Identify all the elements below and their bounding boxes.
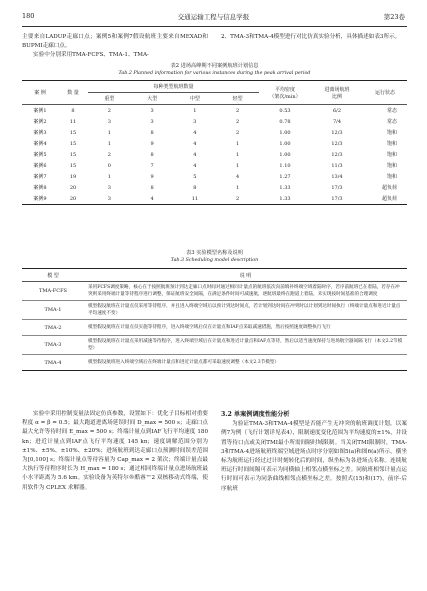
t2-cell-ratio: 17/3 <box>331 195 343 202</box>
t2-header-avg <box>259 81 311 105</box>
t2-cell-count: 15 <box>69 151 77 158</box>
t2-cell-avg: 1.00 <box>279 129 291 136</box>
t2-cell-medium: 4 <box>193 129 197 136</box>
t3-row <box>22 301 407 320</box>
intro-left-column <box>22 33 208 61</box>
t2-cell-heavy: 0 <box>107 162 111 169</box>
t2-header-ratio-sub: 比例 <box>331 93 342 100</box>
t2-row <box>22 127 407 138</box>
t2-cell-status: 饱和 <box>386 141 397 147</box>
t2-cell-status: 超负荷 <box>381 185 397 191</box>
t2-cell-heavy: 3 <box>107 184 111 191</box>
t2-cell-large: 3 <box>150 107 154 114</box>
t2-cell-avg: 0.53 <box>279 107 291 114</box>
t3-cell-model: TMA-2 <box>22 320 84 336</box>
t3-cell-desc: 模型假设航班进入终端空域后在终端计量点和进近计量点都可采取速度调整（本文2.3节模型） <box>84 355 407 371</box>
volume-label: 第23卷 <box>383 13 405 21</box>
t2-cell-count: 19 <box>69 173 77 180</box>
t2-cell-medium: 3 <box>193 118 197 125</box>
t2-cell-count: 8 <box>71 107 75 114</box>
t2-cell-count: 15 <box>69 129 77 136</box>
t2-cell-ratio: 17/3 <box>331 184 343 191</box>
t3-cell-desc: 模型假设航班在计量点仅采用等待程序，并且进入终端空域后以预计到达时间点，若计划到达时间在冲突时以计划到达时间执行（终端计量点和进近计量点平均速度不变） <box>84 301 407 320</box>
t2-cell-large: 8 <box>150 184 154 191</box>
t2-cell-case: 案例2 <box>33 119 47 125</box>
t2-cell-case: 案例4 <box>33 141 47 147</box>
table2-caption <box>22 63 407 77</box>
table2 <box>22 80 407 205</box>
t2-cell-light: 1 <box>236 140 240 147</box>
t2-cell-avg: 1.00 <box>279 151 291 158</box>
t2-cell-light: 1 <box>236 151 240 158</box>
t2-cell-case: 案例6 <box>33 163 47 169</box>
t2-cell-count: 20 <box>69 184 77 191</box>
t2-cell-light: 2 <box>236 129 240 136</box>
t3-cell-model: TMA-1 <box>22 301 84 320</box>
t2-header-avg-unit: （架次/min） <box>269 93 301 100</box>
t2-cell-status: 饱和 <box>386 163 397 169</box>
t2-cell-light: 1 <box>236 162 240 169</box>
t2-row <box>22 116 407 127</box>
t2-cell-heavy: 1 <box>107 140 111 147</box>
t3-row <box>22 355 407 371</box>
t2-cell-status: 常态 <box>386 108 397 114</box>
t2-row <box>22 182 407 193</box>
table3-body <box>22 282 407 371</box>
t2-row <box>22 105 407 117</box>
table3-caption-en: Tab.3 Scheduling model description <box>170 258 259 263</box>
t2-cell-avg: 1.10 <box>279 162 291 169</box>
t2-cell-light: 2 <box>236 107 240 114</box>
t2-cell-avg: 1.00 <box>279 140 291 147</box>
t2-cell-light: 2 <box>236 118 240 125</box>
t2-cell-case: 案例3 <box>33 130 47 136</box>
t3-cell-desc: 模型假设航班在计量点采用减速等待程序，进入终端空域后在计量点和进近计量点和IAF点等待，然后以适当速度保持与进场航空器间隔飞行（本文2.2节模型） <box>84 336 407 355</box>
body-left-paragraph-1: 实验中采用控制变量法固定仿真参数，设置如下：优化子目标相对重要程度 α = β = 0.5；最大跑道进离场延误时间 D_max = 500 s；走廊口点最大允许等待时间 E_max = 500 s；终端计量点到IAF飞行平均速度 180 kn；进近计量点到IAF点飞行平均速度 145 kn；速度调解范围分别为±1%、±5%、±10%、±20%；进场航班到达走廊口点预测时间误差范围为[0,100] s；终端计量点等待容量为 Cap_max = 2 架次；终端计量点最大执行等待程序时长为 H_max = 180 s；通过相同终端计量点进场航班最小水平距离为 5.6 km。实验设备为英特尔®酷睿™2 双核移动式终端，使用软件为 CPLEX 求解器。 <box>22 411 208 491</box>
t2-cell-light: 1 <box>236 184 240 191</box>
t2-cell-heavy: 3 <box>107 118 111 125</box>
t3-cell-desc: 模型假设航班在计量点仅实施等待程序，进入终端空域后仅在计量点和IAF点采取减速措施，然后按照速度调整执行飞行 <box>84 320 407 336</box>
t2-cell-heavy: 1 <box>107 129 111 136</box>
t2-cell-medium: 4 <box>193 140 197 147</box>
t2-cell-avg: 1.33 <box>279 195 291 202</box>
table2-body <box>22 105 407 205</box>
body-right-column <box>221 410 407 494</box>
t2-cell-ratio: 11/3 <box>331 162 343 169</box>
t2-cell-large: 9 <box>150 140 154 147</box>
t3-row <box>22 336 407 355</box>
t2-cell-medium: 4 <box>193 151 197 158</box>
body-right-paragraph-1: 为验证TMA-3和TMA-4模型是否能产生无冲突的航班调度计划，以案例7为例（飞行计划详见表4），限制速度变化范围为平均速度的±1%，并设置等待口点或关闭TMI最小所需间隔时域限制。当关闭TMI限制时，TMA-3和TMA-4进场航班终端空域进场点时序分别如图5(a)和图6(a)所示，横坐标为航班运行经过过计时刻转化后的时间，纵坐标为各进场点名称。连续航班运行时间间隔可表示为同横轴上相邻点横坐标之差。同航班相邻计量点运行时间可表示为同条曲线相邻点横坐标之差。按照式(15)和(17)，前序-后序航班 <box>221 421 407 492</box>
t2-row <box>22 160 407 171</box>
t2-cell-ratio: 7/4 <box>332 118 342 125</box>
intro-left-paragraph-2: 实验中分别采用TMA-FCFS、TMA-1、TMA- <box>33 52 149 59</box>
t2-header-light: 轻型 <box>216 93 259 105</box>
t3-row <box>22 282 407 301</box>
t2-header-case: 案 例 <box>22 81 58 105</box>
section-heading-3-2: 3.2 单案例调度性能分析 <box>221 411 290 418</box>
t2-row <box>22 149 407 160</box>
t2-cell-light: 4 <box>236 173 240 180</box>
t3-cell-model: TMA-FCFS <box>22 282 84 301</box>
t2-cell-case: 案例8 <box>33 185 47 191</box>
t2-cell-heavy: 2 <box>107 107 111 114</box>
t2-header-large: 大型 <box>131 93 174 105</box>
t2-cell-status: 饱和 <box>386 174 397 180</box>
table3 <box>22 268 407 371</box>
t2-cell-large: 9 <box>150 173 154 180</box>
t2-cell-heavy: 1 <box>107 173 111 180</box>
t2-cell-status: 饱和 <box>386 152 397 158</box>
t2-header-avg-label: 平均密度 <box>274 86 295 93</box>
t2-header-ratio <box>311 81 363 105</box>
header-rule <box>22 26 407 27</box>
t2-cell-ratio: 12/3 <box>331 129 343 136</box>
t2-cell-avg: 1.33 <box>279 184 291 191</box>
t2-header-count: 数 量 <box>58 81 88 105</box>
t3-cell-model: TMA-3 <box>22 336 84 355</box>
t2-cell-medium: 8 <box>193 184 197 191</box>
t2-cell-medium: 5 <box>193 173 197 180</box>
t2-cell-ratio: 12/3 <box>331 140 343 147</box>
journal-title: 交通运输工程与信息学报 <box>177 13 250 21</box>
t2-cell-large: 4 <box>150 195 154 202</box>
t2-cell-large: 8 <box>150 151 154 158</box>
table3-caption <box>22 250 407 264</box>
t2-cell-ratio: 6/2 <box>332 107 342 114</box>
t2-row <box>22 171 407 182</box>
t3-header-model: 模 型 <box>22 269 84 282</box>
t3-cell-desc: 采用FCFS调度策略，核心在于按照航班预计到达走廊口点时间对通过相同计量点的航班依次向前填补终端空域着陆时序，若序前航班已在着陆，若存在冲突则采用终端计量等待程序进行调整，保证航班安全间隔，在满足条件时间可减速航，逐航班最终在跑道上着陆，未实现按时间基准的合理调度 <box>84 282 407 301</box>
t2-header-ratio-label: 进离场航班 <box>324 86 350 93</box>
table2-caption-cn: 表2 进场高峰期不同案例航班计划信息 <box>170 63 259 69</box>
t2-cell-large: 8 <box>150 129 154 136</box>
t2-cell-medium: 4 <box>193 162 197 169</box>
t2-cell-light: 2 <box>236 195 240 202</box>
t2-cell-count: 11 <box>69 118 77 125</box>
t2-cell-medium: 11 <box>191 195 199 202</box>
t2-cell-count: 20 <box>69 195 77 202</box>
t2-cell-count: 15 <box>69 162 77 169</box>
t2-cell-medium: 1 <box>193 107 197 114</box>
t2-row <box>22 138 407 149</box>
t2-cell-avg: 0.78 <box>279 118 291 125</box>
table3-caption-cn: 表3 实验模型名称及说明 <box>186 250 243 256</box>
t3-row <box>22 320 407 336</box>
t2-cell-status: 常态 <box>386 119 397 125</box>
t2-cell-status: 超负荷 <box>381 196 397 202</box>
t2-cell-avg: 1.27 <box>279 173 291 180</box>
t2-cell-case: 案例7 <box>33 174 47 180</box>
t3-header-desc: 说 明 <box>84 269 407 282</box>
intro-left-paragraph-1: 主要来自LADUP走廊口点；案例5和案例7假设航班主要来自MEXAD和BUPMI走廊口点。 <box>22 34 208 50</box>
intro-right-paragraph-1: 2、TMA-3和TMA-4模型进行对比仿真实验分析，具体描述如表3所示。 <box>221 34 401 40</box>
t3-cell-model: TMA-4 <box>22 355 84 371</box>
t2-header-heavy: 重型 <box>88 93 131 105</box>
t2-cell-case: 案例9 <box>33 196 47 202</box>
intro-right-column <box>221 33 407 42</box>
t2-header-wake-group: 每种类型航班数量 <box>88 81 259 93</box>
t2-cell-heavy: 2 <box>107 151 111 158</box>
t2-cell-case: 案例5 <box>33 152 47 158</box>
t2-cell-ratio: 13/4 <box>331 173 343 180</box>
t2-cell-status: 饱和 <box>386 130 397 136</box>
t2-cell-heavy: 3 <box>107 195 111 202</box>
t2-cell-ratio: 12/3 <box>331 151 343 158</box>
table2-caption-en: Tab.2 Planned information for various instances during the peak arrival period <box>118 71 311 76</box>
t2-row <box>22 193 407 205</box>
body-left-column <box>22 410 208 493</box>
t2-cell-large: 7 <box>150 162 154 169</box>
t2-cell-count: 15 <box>69 140 77 147</box>
page-number: 180 <box>22 12 35 20</box>
t2-cell-case: 案例1 <box>33 108 47 114</box>
t2-cell-large: 3 <box>150 118 154 125</box>
t2-header-medium: 中型 <box>174 93 217 105</box>
t2-header-status: 运行状态 <box>363 81 407 105</box>
